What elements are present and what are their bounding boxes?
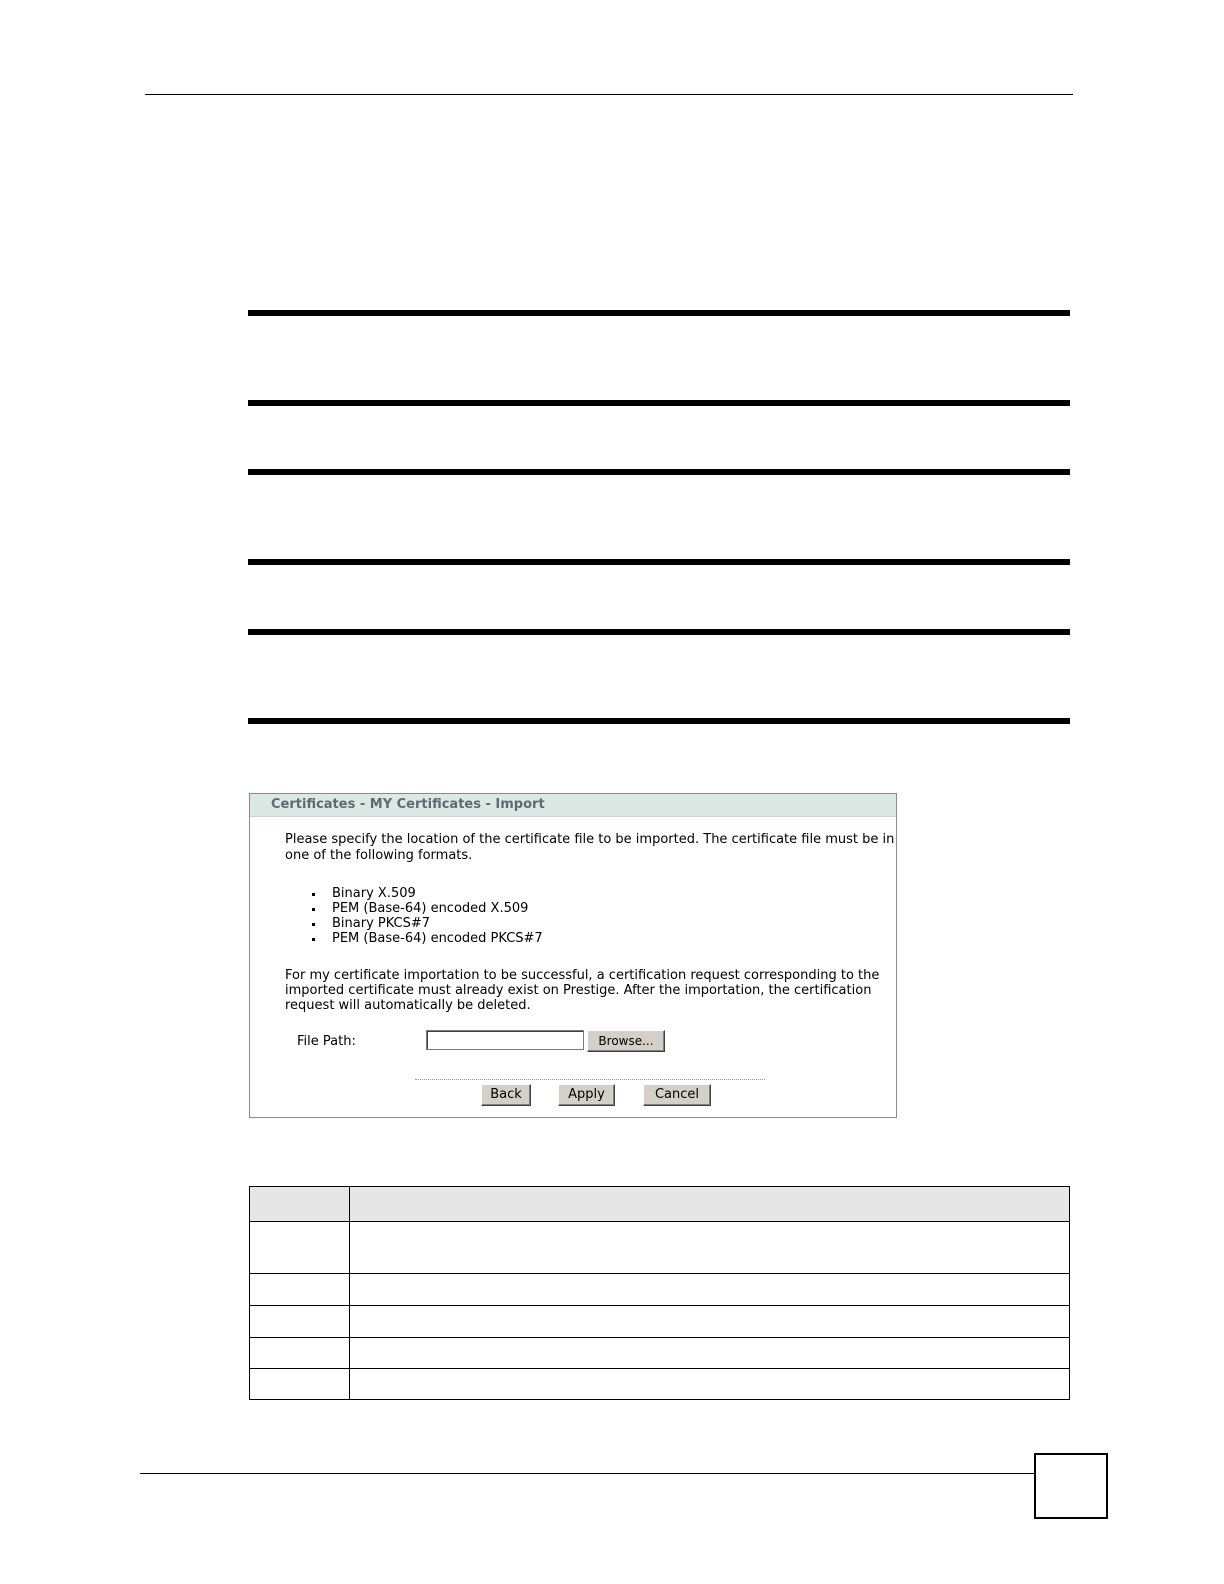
format-list [312, 886, 543, 946]
table-row [250, 1368, 1069, 1369]
apply-button[interactable]: Apply [558, 1084, 615, 1106]
importation-note: For my certificate importation to be successful, a certification request corresponding to the imported certificate must already exist on Prestige. After the importation, the certification request will automatically be deleted. [285, 968, 880, 1013]
list-item: PEM (Base-64) encoded X.509 [312, 901, 543, 916]
import-certificate-screen [249, 793, 897, 1118]
bullet-icon [312, 938, 315, 941]
bullet-icon [312, 908, 315, 911]
list-item: PEM (Base-64) encoded PKCS#7 [312, 931, 543, 946]
note-rule-top [248, 310, 1070, 316]
file-path-input[interactable] [426, 1030, 584, 1050]
back-button[interactable]: Back [481, 1084, 531, 1106]
note-rule-top [248, 469, 1070, 475]
list-item: Binary PKCS#7 [312, 916, 543, 931]
cancel-button[interactable]: Cancel [643, 1084, 711, 1106]
note-rule-bottom [248, 559, 1070, 565]
table-header-row [250, 1187, 1069, 1222]
table-row [250, 1305, 1069, 1306]
list-item: Binary X.509 [312, 886, 543, 901]
note-rule-bottom [248, 400, 1070, 406]
page-number-box [1034, 1453, 1108, 1519]
note-rule-bottom [248, 718, 1070, 724]
table-row [250, 1337, 1069, 1338]
field-description-table [249, 1186, 1070, 1400]
panel-title: Certificates - MY Certificates - Import [250, 794, 896, 817]
bullet-icon [312, 923, 315, 926]
intro-text: Please specify the location of the certificate file to be imported. The certificate file must be in one of the following formats. [285, 832, 895, 863]
file-path-label: File Path: [297, 1034, 356, 1049]
note-rule-top [248, 629, 1070, 635]
footer-rule [140, 1473, 1035, 1474]
bullet-icon [312, 893, 315, 896]
table-row [250, 1273, 1069, 1274]
browse-button[interactable]: Browse... [587, 1030, 665, 1052]
header-rule [145, 94, 1073, 95]
button-divider [415, 1079, 765, 1080]
